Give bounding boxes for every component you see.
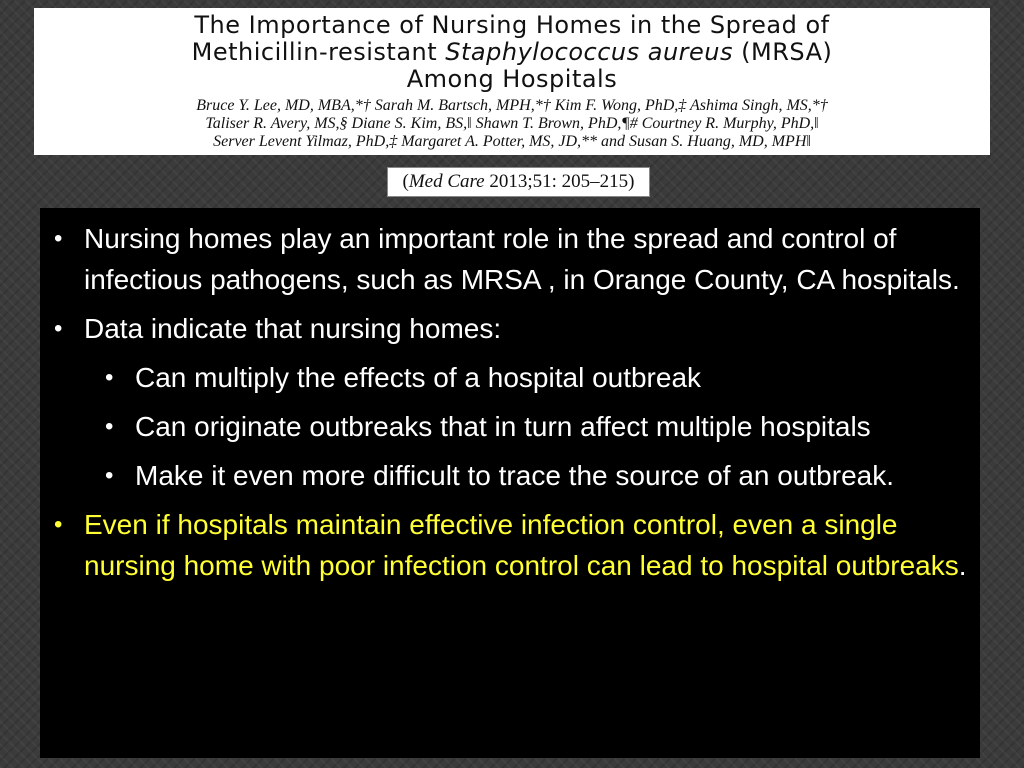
bullet-item-2 [50,308,970,349]
content-panel [40,208,980,758]
citation-open-paren: ( [402,171,409,192]
bullet-text-2: Data indicate that nursing homes: [84,313,502,344]
sub-bullet-item-1 [50,357,970,398]
author-line-1: Bruce Y. Lee, MD, MBA,*† Sarah M. Bartsch, MPH,*† Kim F. Wong, PhD,‡ Ashima Singh, MS,*† [196,97,828,114]
title-organism-name: Staphylococcus aureus [445,38,734,66]
sub-bullet-item-3 [50,455,970,496]
citation [387,167,650,197]
author-line-3: Server Levent Yilmaz, PhD,‡ Margaret A. Potter, MS, JD,** and Susan S. Huang, MD, MPH‖ [213,133,811,150]
author-line-2: Taliser R. Avery, MS,§ Diane S. Kim, BS,‖ Shawn T. Brown, PhD,¶# Courtney R. Murphy, PhD,‖ [205,115,819,132]
title-line-2-prefix: Methicillin-resistant [191,38,446,66]
citation-details: 2013;51: 205–215) [484,171,635,192]
sub-bullet-text-1: Can multiply the effects of a hospital outbreak [135,362,702,393]
bullet-marker: • [105,364,114,391]
sub-bullet-item-2 [50,406,970,447]
bullet-text-3-highlight: Even if hospitals maintain effective infection control, even a single nursing home with poor infection control can lead to hospital outbreaks [84,509,959,581]
citation-journal: Med Care [408,171,485,192]
bullet-item-1 [50,218,970,300]
title-line-2-suffix: (MRSA) [733,38,833,66]
article-title-line-1: The Importance of Nursing Homes in the Spread of [194,11,830,39]
bullet-item-3 [50,504,970,586]
sub-bullet-text-2: Can originate outbreaks that in turn affect multiple hospitals [135,411,871,442]
bullet-marker: • [105,462,114,489]
bullet-marker: • [105,413,114,440]
sub-bullet-text-3: Make it even more difficult to trace the source of an outbreak. [135,460,894,491]
article-title-line-3: Among Hospitals [406,65,618,93]
bullet-list [50,218,970,586]
bullet-text-3-period: . [958,550,967,581]
bullet-text-1: Nursing homes play an important role in the spread and control of infectious pathogens, such as MRSA , in Orange County, CA hospitals. [84,223,960,295]
article-title-line-2 [34,39,990,66]
bullet-marker: • [54,315,63,342]
bullet-marker: • [54,511,63,538]
author-list [34,97,990,151]
article-title-image [34,8,990,155]
bullet-marker: • [54,225,63,252]
